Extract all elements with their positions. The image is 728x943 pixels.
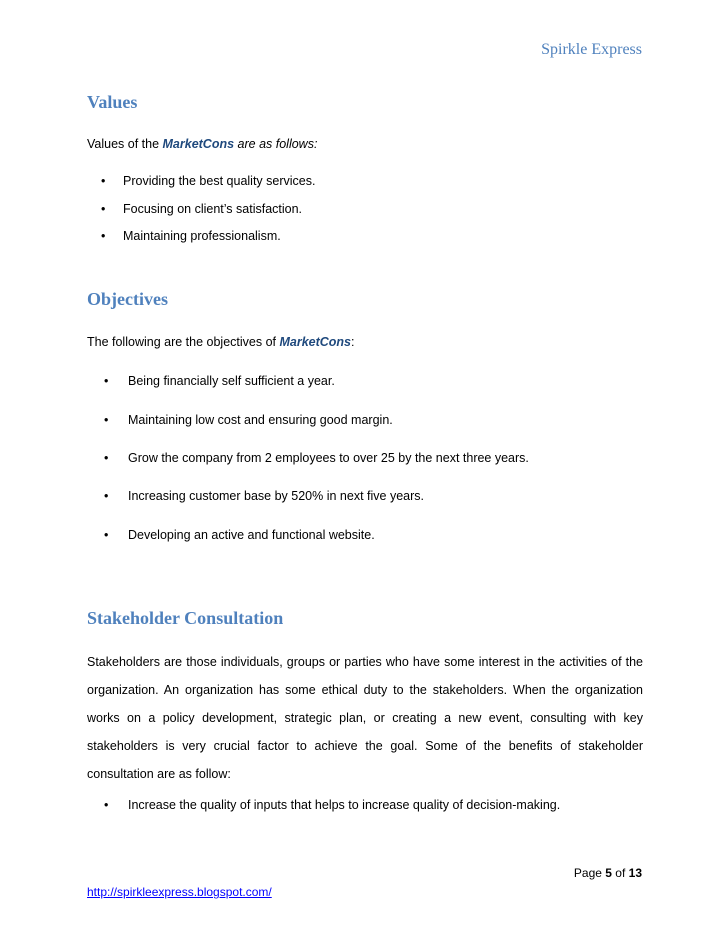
bullet-icon: •: [101, 174, 106, 188]
bullet-icon: •: [101, 229, 106, 243]
bullet-icon: •: [101, 202, 106, 216]
bullet-icon: •: [104, 374, 109, 388]
stakeholder-paragraph: Stakeholders are those individuals, groups or parties who have some interest in the activities of the organization. An organization has some ethical duty to the stakeholders. When the organization works on a policy development, strategic plan, or creating a new event, consulting with key stakeholders is very crucial factor to achieve the goal. Some of the benefits of stakeholder consultation are as follow:: [87, 655, 643, 781]
header-title: Spirkle Express: [541, 41, 642, 58]
bullet-icon: •: [104, 413, 109, 427]
objectives-heading: Objectives: [87, 289, 168, 309]
values-heading: Values: [87, 92, 138, 112]
bullet-icon: •: [104, 798, 109, 812]
values-intro: Values of the MarketCons are as follows:: [87, 137, 318, 151]
footer-link[interactable]: http://spirkleexpress.blogspot.com/: [87, 885, 272, 899]
bullet-icon: •: [104, 489, 109, 503]
stakeholder-heading: Stakeholder Consultation: [87, 608, 284, 628]
objectives-intro: The following are the objectives of MarketCons:: [87, 335, 355, 349]
page-number: Page 5 of 13: [573, 866, 642, 880]
bullet-icon: •: [104, 451, 109, 465]
bullet-icon: •: [104, 528, 109, 542]
